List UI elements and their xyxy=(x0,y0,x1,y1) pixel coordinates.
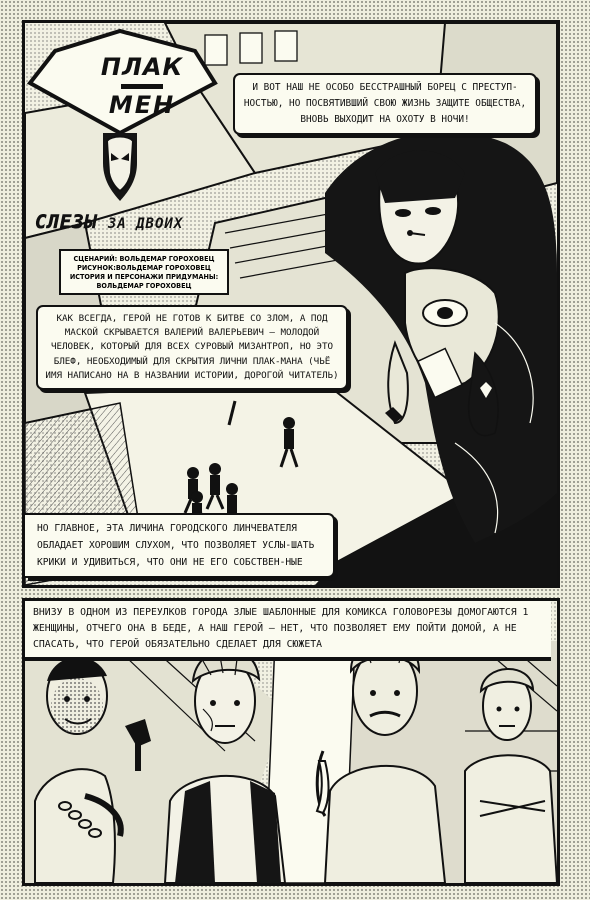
credit-line: РИСУНОК:ВОЛЬДЕМАР ГОРОХОВЕЦ xyxy=(77,263,211,272)
credits-box xyxy=(59,249,229,295)
credit-line: СЦЕНАРИЙ: ВОЛЬДЕМАР ГОРОХОВЕЦ xyxy=(73,254,215,263)
story-title-word2: ЗА ДВОИХ xyxy=(107,216,184,232)
logo-title-top: ПЛАК xyxy=(100,53,184,81)
comic-panel-2 xyxy=(22,598,560,886)
caption-box-1: И ВОТ НАШ НЕ ОСОБО БЕССТРАШНЫЙ БОРЕЦ С ПРЕСТУП-НОСТЬЮ, НО ПОСВЯТИВШИЙ СВОЮ ЖИЗНЬ ЗАЩИТЕ ОБЩЕСТВА, ВНОВЬ ВЫХОДИТ НА ОХОТУ В НОЧИ! xyxy=(233,73,537,135)
credit-line: ИСТОРИЯ И ПЕРСОНАЖИ ПРИДУМАНЫ: xyxy=(69,272,219,281)
caption-box-3: НО ГЛАВНОЕ, ЭТА ЛИЧИНА ГОРОДСКОГО ЛИНЧЕВАТЕЛЯ ОБЛАДАЕТ ХОРОШИМ СЛУХОМ, ЧТО ПОЗВОЛЯЕТ УСЛЫ-ШАТЬ КРИКИ И УДИВИТЬСЯ, ЧТО ОНИ НЕ ЕГО СОБСТВЕН-НЫЕ xyxy=(25,513,335,578)
logo-dash xyxy=(121,84,163,89)
comic-panel-1 xyxy=(22,20,560,588)
story-title-word1: СЛЕЗЫ xyxy=(35,211,98,233)
logo-title xyxy=(47,43,237,133)
caption-box-2: КАК ВСЕГДА, ГЕРОЙ НЕ ГОТОВ К БИТВЕ СО ЗЛОМ, А ПОД МАСКОЙ СКРЫВАЕТСЯ ВАЛЕРИЙ ВАЛЕРЬЕВИЧ — МОЛОДОЙ ЧЕЛОВЕК, КОТОРЫЙ ДЛЯ ВСЕХ СУРОВЫЙ МИЗАНТРОП, НО ЭТО БЛЕФ, НЕОБХОДИМЫЙ ДЛЯ СКРЫТИЯ ЛИЧНИ ПЛАК-МАНА (ЧЬЁ ИМЯ НАПИСАНО НА В НАЗВАНИИ ИСТОРИИ, ДОРОГОЙ ЧИТАТЕЛЬ) xyxy=(36,305,348,390)
logo-title-bottom: МЕН xyxy=(108,91,176,119)
story-title xyxy=(35,211,235,233)
credit-line: ВОЛЬДЕМАР ГОРОХОВЕЦ xyxy=(96,281,192,290)
caption-box-4: ВНИЗУ В ОДНОМ ИЗ ПЕРЕУЛКОВ ГОРОДА ЗЛЫЕ ШАБЛОННЫЕ ДЛЯ КОМИКСА ГОЛОВОРЕЗЫ ДОМОГАЮТСЯ 1 ЖЕНЩИНЫ, ОТЧЕГО ОНА В БЕДЕ, А НАШ ГЕРОЙ — НЕТ, ЧТО ПОЗВОЛЯЕТ ЕМУ ПОЙТИ ДОМОЙ, А НЕ СПАСАТЬ, ЧТО ГЕРОЙ ОБЯЗАТЕЛЬНО СДЕЛАЕТ ДЛЯ СЮЖЕТА xyxy=(25,601,551,659)
